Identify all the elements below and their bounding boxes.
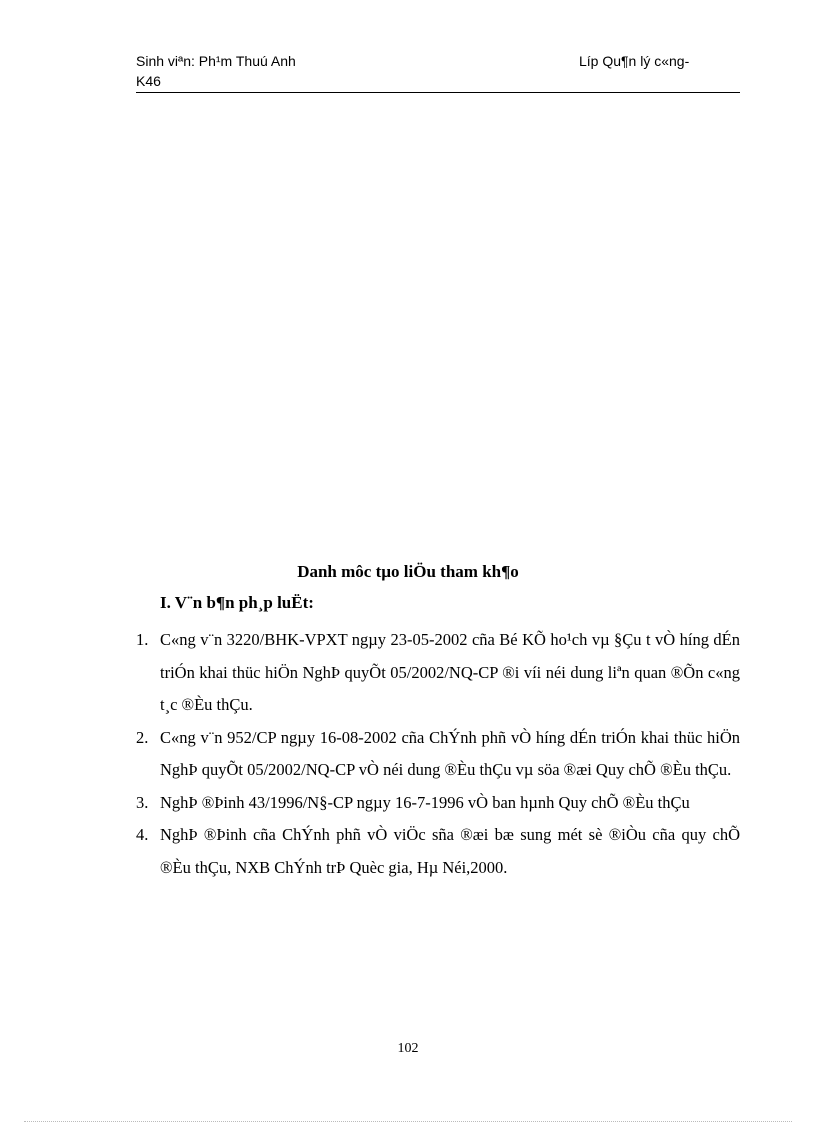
header-class-code: K46 (136, 73, 161, 89)
page-number: 102 (397, 1041, 419, 1056)
reference-item (136, 722, 740, 787)
reference-item (136, 624, 740, 722)
reference-text: NghÞ ®Þinh cña ChÝnh phñ vÒ viÖc sña ®æi bæ sung mét sè ®iÒu cña quy chÕ ®Èu thÇu, NXB ChÝnh trÞ Quèc gia, Hµ Néi,2000. (160, 825, 740, 877)
section-heading: I. V¨n b¶n ph¸p luËt: (160, 593, 314, 612)
header-author: Sinh viªn: Ph¹m Thuú Anh (136, 53, 296, 69)
reference-list (136, 624, 740, 884)
reference-number: 3. (136, 792, 149, 812)
header-class: Líp Qu¶n lý c«ng- (579, 53, 690, 69)
reference-text: NghÞ ®Þinh 43/1996/N§-CP ngµy 16-7-1996 vÒ ban hµnh Quy chÕ ®Èu thÇu (160, 792, 690, 812)
page-header (136, 50, 740, 93)
reference-number: 4. (136, 825, 149, 844)
reference-item (136, 819, 740, 884)
footer-divider (24, 1121, 792, 1122)
reference-text: C«ng v¨n 952/CP ngµy 16-08-2002 cña ChÝnh phñ vÒ híng dÉn triÓn khai thüc hiÖn NghÞ quyÕt 05/2002/NQ-CP vÒ néi dung ®Èu thÇu vµ söa ®æi Quy chÕ ®Èu thÇu. (160, 727, 740, 779)
document-title: Danh môc tµo liÖu tham kh¶o (297, 562, 519, 581)
reference-item (136, 787, 740, 820)
reference-number: 1. (136, 630, 149, 649)
reference-number: 2. (136, 727, 149, 747)
reference-text: C«ng v¨n 3220/BHK-VPXT ngµy 23-05-2002 cña Bé KÕ ho¹ch vµ §Çu t vÒ híng dÉn triÓn khai thüc hiÖn NghÞ quyÕt 05/2002/NQ-CP ®i víi néi dung liªn quan ®Õn c«ng t¸c ®Èu thÇu. (160, 630, 740, 714)
